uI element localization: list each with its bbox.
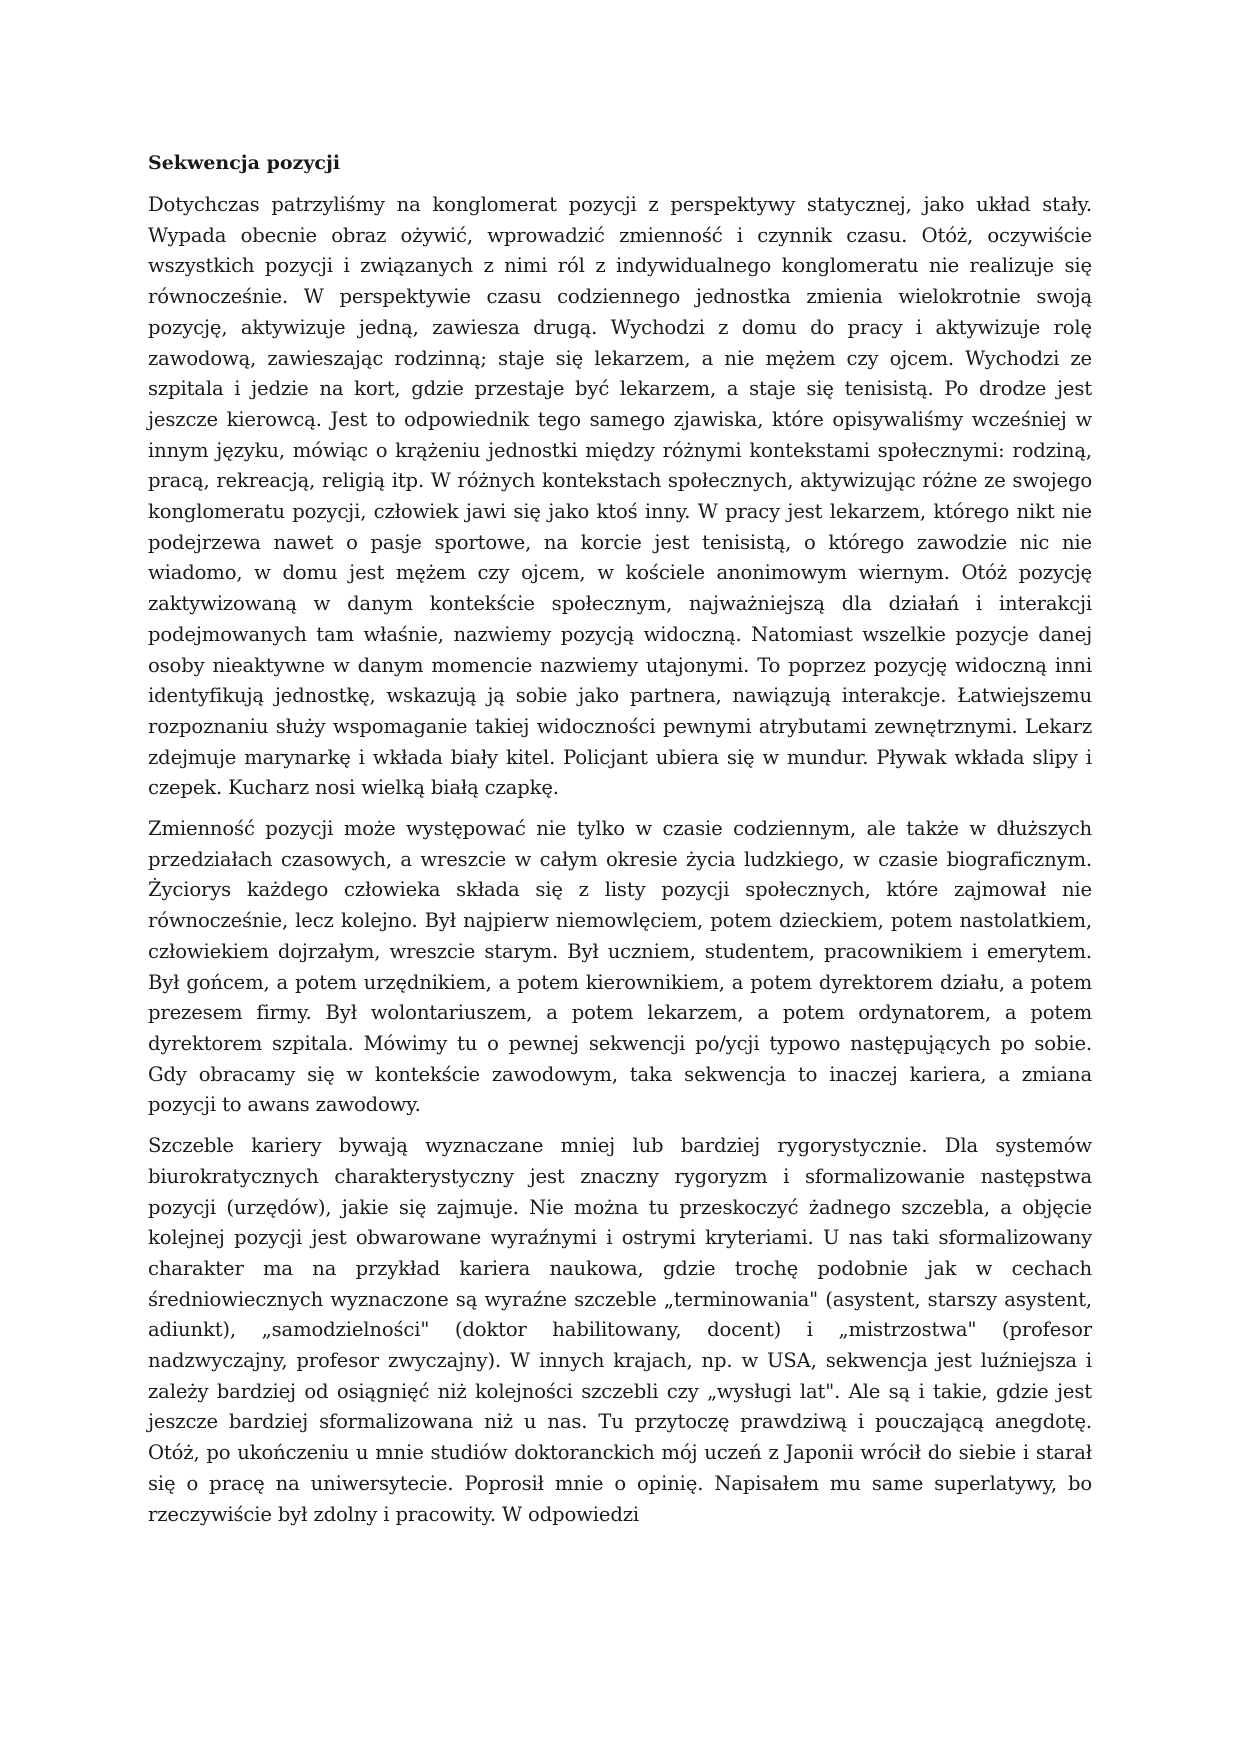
paragraph-1: Dotychczas patrzyliśmy na konglomerat pozycji z perspektywy statycznej, jako układ stały. Wypada obecnie obraz ożywić, wprowadzić zmienność i czynnik czasu. Otóż, oczywiście wszystkich pozycji i związanych z nimi ról z indywidualnego konglomeratu nie realizuje się równocześnie. W perspektywie czasu codziennego jednostka zmienia wielokrotnie swoją pozycję, aktywizuje jedną, zawiesza drugą. Wychodzi z domu do pracy i aktywizuje rolę zawodową, zawieszając rodzinną; staje się lekarzem, a nie mężem czy ojcem. Wychodzi ze szpitala i jedzie na kort, gdzie przestaje być lekarzem, a staje się tenisistą. Po drodze jest jeszcze kierowcą. Jest to odpowiednik tego samego zjawiska, które opisywaliśmy wcześniej w innym języku, mówiąc o krążeniu jednostki między różnymi kontekstami społecznymi: rodziną, pracą, rekreacją, religią itp. W różnych kontekstach społecznych, aktywizując różne ze swojego konglomeratu pozycji, człowiek jawi się jako ktoś inny. W pracy jest lekarzem, którego nikt nie podejrzewa nawet o pasje sportowe, na korcie jest tenisistą, o którego zawodzie nic nie wiadomo, w domu jest mężem czy ojcem, w kościele anonimowym wiernym. Otóż pozycję zaktywizowaną w danym kontekście społecznym, najważniejszą dla działań i interakcji podejmowanych tam właśnie, nazwiemy pozycją widoczną. Natomiast wszelkie pozycje danej osoby nieaktywne w danym momencie nazwiemy utajonymi. To poprzez pozycję widoczną inni identyfikują jednostkę, wskazują ją sobie jako partnera, nawiązują interakcje. Łatwiejszemu rozpoznaniu służy wspomaganie takiej widoczności pewnymi atrybutami zewnętrznymi. Lekarz zdejmuje marynarkę i wkłada biały kitel. Policjant ubiera się w mundur. Pływak wkłada slipy i czepek. Kucharz nosi wielką białą czapkę. (148, 193, 1092, 800)
paragraph-3: Szczeble kariery bywają wyznaczane mniej lub bardziej rygorystycznie. Dla systemów biurokratycznych charakterystyczny jest znaczny rygoryzm i sformalizowanie następstwa pozycji (urzędów), jakie się zajmuje. Nie można tu przeskoczyć żadnego szczebla, a objęcie kolejnej pozycji jest obwarowane wyraźnymi i ostrymi kryteriami. U nas taki sformalizowany charakter ma na przykład kariera naukowa, gdzie trochę podobnie jak w cechach średniowiecznych wyznaczone są wyraźne szczeble „terminowania" (asystent, starszy asystent, adiunkt), „samodzielności" (doktor habilitowany, docent) i „mistrzostwa" (profesor nadzwyczajny, profesor zwyczajny). W innych krajach, np. w USA, sekwencja jest luźniejsza i zależy bardziej od osiągnięć niż kolejności szczebli czy „wysługi lat". Ale są i takie, gdzie jest jeszcze bardziej sformalizowana niż u nas. Tu przytoczę prawdziwą i pouczającą anegdotę. Otóż, po ukończeniu u mnie studiów doktoranckich mój uczeń z Japonii wrócił do siebie i starał się o pracę na uniwersytecie. Poprosił mnie o opinię. Napisałem mu same superlatywy, bo rzeczywiście był zdolny i pracowity. W odpowiedzi (148, 1134, 1092, 1526)
section-heading: Sekwencja pozycji (148, 152, 341, 174)
document-page (148, 148, 1092, 1540)
paragraph-2: Zmienność pozycji może występować nie tylko w czasie codziennym, ale także w dłuższych przedziałach czasowych, a wreszcie w całym okresie życia ludzkiego, w czasie biograficznym. Życiorys każdego człowieka składa się z listy pozycji społecznych, które zajmował nie równocześnie, lecz kolejno. Był najpierw niemowlęciem, potem dzieckiem, potem nastolatkiem, człowiekiem dojrzałym, wreszcie starym. Był uczniem, studentem, pracownikiem i emerytem. Był gońcem, a potem urzędnikiem, a potem kierownikiem, a potem dyrektorem działu, a potem prezesem firmy. Był wolontariuszem, a potem lekarzem, a potem ordynatorem, a potem dyrektorem szpitala. Mówimy tu o pewnej sekwencji po/ycji typowo następujących po sobie. Gdy obracamy się w kontekście zawodowym, taka sekwencja to inaczej kariera, a zmiana pozycji to awans zawodowy. (148, 817, 1092, 1117)
